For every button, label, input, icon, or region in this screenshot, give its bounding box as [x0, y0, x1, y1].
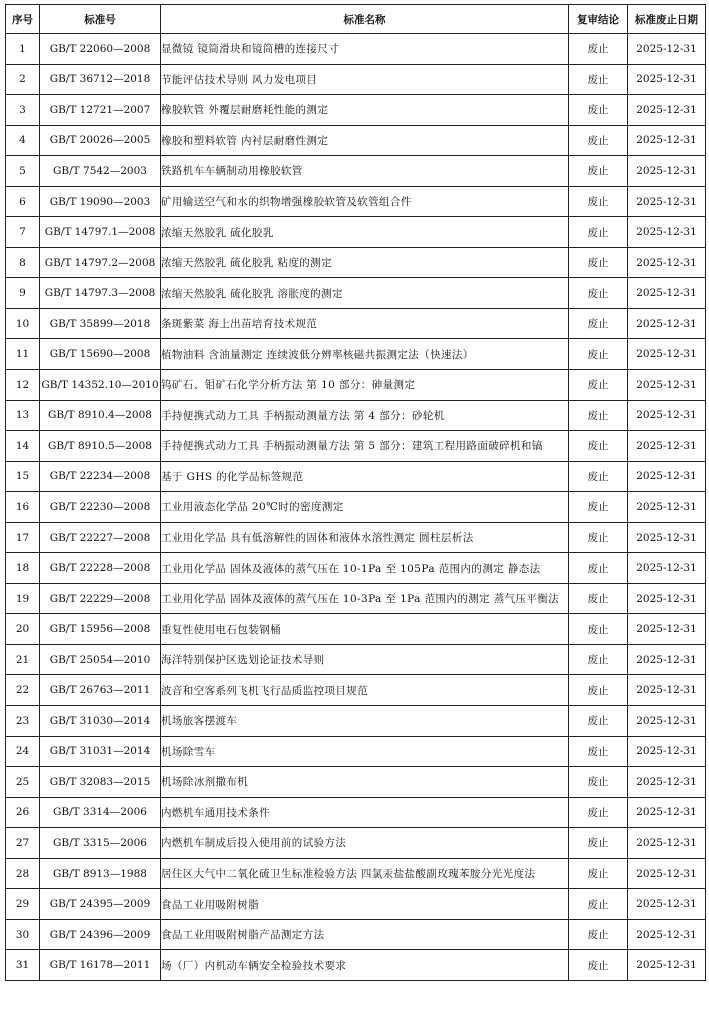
cell-standard-code: GB/T 8910.5—2008 [40, 431, 161, 462]
cell-review-result: 废止 [569, 736, 628, 767]
cell-standard-code: GB/T 31030—2014 [40, 706, 161, 737]
header-serial-number: 序号 [6, 5, 40, 34]
cell-standard-name: 浓缩天然胶乳 硫化胶乳 粘度的测定 [161, 247, 569, 278]
cell-standard-code: GB/T 8910.4—2008 [40, 400, 161, 431]
table-row [6, 156, 706, 187]
cell-standard-code: GB/T 24395—2009 [40, 889, 161, 920]
cell-serial-number: 13 [6, 400, 40, 431]
cell-review-result: 废止 [569, 889, 628, 920]
table-row [6, 247, 706, 278]
cell-standard-name: 波音和空客系列飞机飞行品质监控项目规范 [161, 675, 569, 706]
cell-abolish-date: 2025-12-31 [628, 217, 706, 248]
cell-serial-number: 25 [6, 767, 40, 798]
cell-abolish-date: 2025-12-31 [628, 339, 706, 370]
cell-standard-code: GB/T 14797.1—2008 [40, 217, 161, 248]
cell-serial-number: 9 [6, 278, 40, 309]
cell-standard-name: 工业用化学品 具有低溶解性的固体和液体水溶性测定 圆柱层析法 [161, 522, 569, 553]
cell-standard-code: GB/T 12721—2007 [40, 95, 161, 126]
cell-standard-code: GB/T 16178—2011 [40, 950, 161, 981]
table-row [6, 34, 706, 65]
cell-serial-number: 5 [6, 156, 40, 187]
cell-review-result: 废止 [569, 675, 628, 706]
cell-abolish-date: 2025-12-31 [628, 64, 706, 95]
cell-review-result: 废止 [569, 522, 628, 553]
table-row [6, 858, 706, 889]
cell-abolish-date: 2025-12-31 [628, 492, 706, 523]
table-row [6, 828, 706, 859]
cell-serial-number: 3 [6, 95, 40, 126]
cell-abolish-date: 2025-12-31 [628, 400, 706, 431]
cell-standard-name: 浓缩天然胶乳 硫化胶乳 溶胀度的测定 [161, 278, 569, 309]
cell-abolish-date: 2025-12-31 [628, 583, 706, 614]
table-row [6, 431, 706, 462]
cell-abolish-date: 2025-12-31 [628, 736, 706, 767]
cell-review-result: 废止 [569, 553, 628, 584]
cell-review-result: 废止 [569, 64, 628, 95]
cell-review-result: 废止 [569, 431, 628, 462]
header-standard-code: 标准号 [40, 5, 161, 34]
cell-serial-number: 30 [6, 919, 40, 950]
cell-abolish-date: 2025-12-31 [628, 828, 706, 859]
cell-standard-code: GB/T 22230—2008 [40, 492, 161, 523]
cell-standard-name: 显微镜 镜筒滑块和镜筒槽的连接尺寸 [161, 34, 569, 65]
cell-abolish-date: 2025-12-31 [628, 522, 706, 553]
cell-standard-name: 工业用化学品 固体及液体的蒸气压在 10-1Pa 至 105Pa 范围内的测定 静态法 [161, 553, 569, 584]
cell-standard-name: 重复性使用电石包装钢桶 [161, 614, 569, 645]
cell-review-result: 废止 [569, 308, 628, 339]
cell-serial-number: 21 [6, 644, 40, 675]
table-row [6, 461, 706, 492]
cell-review-result: 废止 [569, 919, 628, 950]
cell-standard-name: 机场除冰剂撒布机 [161, 767, 569, 798]
cell-standard-name: 工业用化学品 固体及液体的蒸气压在 10-3Pa 至 1Pa 范围内的测定 蒸气压平衡法 [161, 583, 569, 614]
cell-review-result: 废止 [569, 950, 628, 981]
cell-abolish-date: 2025-12-31 [628, 95, 706, 126]
table-row [6, 553, 706, 584]
cell-abolish-date: 2025-12-31 [628, 34, 706, 65]
cell-serial-number: 15 [6, 461, 40, 492]
cell-standard-code: GB/T 36712—2018 [40, 64, 161, 95]
cell-serial-number: 31 [6, 950, 40, 981]
header-standard-name: 标准名称 [161, 5, 569, 34]
cell-review-result: 废止 [569, 644, 628, 675]
cell-serial-number: 27 [6, 828, 40, 859]
cell-abolish-date: 2025-12-31 [628, 767, 706, 798]
cell-standard-code: GB/T 14797.3—2008 [40, 278, 161, 309]
cell-serial-number: 8 [6, 247, 40, 278]
cell-standard-code: GB/T 14797.2—2008 [40, 247, 161, 278]
cell-standard-code: GB/T 35899—2018 [40, 308, 161, 339]
cell-standard-name: 海洋特别保护区选划论证技术导则 [161, 644, 569, 675]
cell-review-result: 废止 [569, 583, 628, 614]
table-row [6, 492, 706, 523]
cell-standard-code: GB/T 3315—2006 [40, 828, 161, 859]
table-row [6, 614, 706, 645]
cell-standard-name: 内燃机车制成后投入使用前的试验方法 [161, 828, 569, 859]
cell-abolish-date: 2025-12-31 [628, 675, 706, 706]
cell-standard-code: GB/T 31031—2014 [40, 736, 161, 767]
cell-standard-code: GB/T 8913—1988 [40, 858, 161, 889]
cell-serial-number: 6 [6, 186, 40, 217]
cell-standard-code: GB/T 15690—2008 [40, 339, 161, 370]
cell-standard-name: 橡胶软管 外覆层耐磨耗性能的测定 [161, 95, 569, 126]
cell-serial-number: 26 [6, 797, 40, 828]
cell-standard-code: GB/T 22227—2008 [40, 522, 161, 553]
cell-standard-code: GB/T 22060—2008 [40, 34, 161, 65]
cell-abolish-date: 2025-12-31 [628, 278, 706, 309]
cell-standard-code: GB/T 15956—2008 [40, 614, 161, 645]
cell-abolish-date: 2025-12-31 [628, 797, 706, 828]
cell-standard-name: 钨矿石、钼矿石化学分析方法 第 10 部分：砷量测定 [161, 370, 569, 401]
table-row [6, 339, 706, 370]
cell-standard-name: 手持便携式动力工具 手柄振动测量方法 第 4 部分：砂轮机 [161, 400, 569, 431]
cell-abolish-date: 2025-12-31 [628, 614, 706, 645]
cell-standard-name: 矿用输送空气和水的织物增强橡胶软管及软管组合件 [161, 186, 569, 217]
cell-standard-code: GB/T 26763—2011 [40, 675, 161, 706]
table-row [6, 522, 706, 553]
cell-standard-code: GB/T 22234—2008 [40, 461, 161, 492]
table-row [6, 644, 706, 675]
cell-standard-name: 机场旅客摆渡车 [161, 706, 569, 737]
cell-standard-name: 铁路机车车辆制动用橡胶软管 [161, 156, 569, 187]
cell-standard-code: GB/T 14352.10—2010 [40, 370, 161, 401]
cell-abolish-date: 2025-12-31 [628, 950, 706, 981]
cell-review-result: 废止 [569, 95, 628, 126]
cell-review-result: 废止 [569, 828, 628, 859]
cell-standard-name: 橡胶和塑料软管 内衬层耐磨性测定 [161, 125, 569, 156]
table-row [6, 370, 706, 401]
table-row [6, 125, 706, 156]
cell-abolish-date: 2025-12-31 [628, 431, 706, 462]
table-row [6, 919, 706, 950]
cell-serial-number: 4 [6, 125, 40, 156]
cell-review-result: 废止 [569, 461, 628, 492]
cell-standard-code: GB/T 32083—2015 [40, 767, 161, 798]
cell-serial-number: 20 [6, 614, 40, 645]
cell-standard-name: 植物油料 含油量测定 连续波低分辨率核磁共振测定法（快速法） [161, 339, 569, 370]
table-row [6, 278, 706, 309]
cell-standard-name: 浓缩天然胶乳 硫化胶乳 [161, 217, 569, 248]
standards-table [5, 4, 706, 981]
table-row [6, 95, 706, 126]
table-body [6, 34, 706, 981]
cell-review-result: 废止 [569, 370, 628, 401]
table-row [6, 308, 706, 339]
cell-abolish-date: 2025-12-31 [628, 308, 706, 339]
cell-standard-name: 食品工业用吸附树脂产品测定方法 [161, 919, 569, 950]
cell-review-result: 废止 [569, 767, 628, 798]
cell-standard-name: 节能评估技术导则 风力发电项目 [161, 64, 569, 95]
header-abolish-date: 标准废止日期 [628, 5, 706, 34]
cell-abolish-date: 2025-12-31 [628, 156, 706, 187]
cell-abolish-date: 2025-12-31 [628, 186, 706, 217]
cell-serial-number: 12 [6, 370, 40, 401]
cell-serial-number: 14 [6, 431, 40, 462]
cell-serial-number: 22 [6, 675, 40, 706]
cell-standard-name: 场（厂）内机动车辆安全检验技术要求 [161, 950, 569, 981]
cell-review-result: 废止 [569, 797, 628, 828]
cell-standard-code: GB/T 3314—2006 [40, 797, 161, 828]
table-header-row [6, 5, 706, 34]
cell-review-result: 废止 [569, 125, 628, 156]
table-row [6, 186, 706, 217]
cell-serial-number: 29 [6, 889, 40, 920]
cell-standard-code: GB/T 19090—2003 [40, 186, 161, 217]
cell-serial-number: 28 [6, 858, 40, 889]
cell-abolish-date: 2025-12-31 [628, 461, 706, 492]
cell-review-result: 废止 [569, 186, 628, 217]
cell-review-result: 废止 [569, 339, 628, 370]
cell-standard-name: 工业用液态化学品 20℃时的密度测定 [161, 492, 569, 523]
cell-serial-number: 18 [6, 553, 40, 584]
table-row [6, 64, 706, 95]
cell-review-result: 废止 [569, 400, 628, 431]
cell-abolish-date: 2025-12-31 [628, 553, 706, 584]
table-row [6, 583, 706, 614]
table-row [6, 950, 706, 981]
cell-abolish-date: 2025-12-31 [628, 644, 706, 675]
cell-standard-name: 机场除雪车 [161, 736, 569, 767]
header-review-result: 复审结论 [569, 5, 628, 34]
cell-abolish-date: 2025-12-31 [628, 125, 706, 156]
cell-standard-code: GB/T 7542—2003 [40, 156, 161, 187]
cell-abolish-date: 2025-12-31 [628, 370, 706, 401]
cell-serial-number: 23 [6, 706, 40, 737]
table-row [6, 797, 706, 828]
cell-abolish-date: 2025-12-31 [628, 858, 706, 889]
cell-serial-number: 2 [6, 64, 40, 95]
cell-standard-name: 基于 GHS 的化学品标签规范 [161, 461, 569, 492]
table-row [6, 736, 706, 767]
table-row [6, 767, 706, 798]
cell-standard-name: 内燃机车通用技术条件 [161, 797, 569, 828]
cell-serial-number: 17 [6, 522, 40, 553]
cell-standard-code: GB/T 20026—2005 [40, 125, 161, 156]
cell-serial-number: 19 [6, 583, 40, 614]
cell-abolish-date: 2025-12-31 [628, 889, 706, 920]
cell-serial-number: 24 [6, 736, 40, 767]
cell-standard-code: GB/T 22228—2008 [40, 553, 161, 584]
cell-standard-name: 条斑紫菜 海上出苗培育技术规范 [161, 308, 569, 339]
cell-review-result: 废止 [569, 34, 628, 65]
table-row [6, 706, 706, 737]
table-row [6, 675, 706, 706]
cell-standard-name: 手持便携式动力工具 手柄振动测量方法 第 5 部分：建筑工程用路面破碎机和镐 [161, 431, 569, 462]
cell-abolish-date: 2025-12-31 [628, 919, 706, 950]
cell-standard-name: 居住区大气中二氧化硫卫生标准检验方法 四氯汞盐盐酸副玫瑰苯胺分光光度法 [161, 858, 569, 889]
table-row [6, 217, 706, 248]
table-row [6, 889, 706, 920]
cell-review-result: 废止 [569, 492, 628, 523]
cell-standard-code: GB/T 22229—2008 [40, 583, 161, 614]
cell-standard-code: GB/T 24396—2009 [40, 919, 161, 950]
cell-review-result: 废止 [569, 156, 628, 187]
cell-review-result: 废止 [569, 247, 628, 278]
cell-serial-number: 7 [6, 217, 40, 248]
cell-serial-number: 16 [6, 492, 40, 523]
cell-review-result: 废止 [569, 278, 628, 309]
cell-review-result: 废止 [569, 706, 628, 737]
cell-abolish-date: 2025-12-31 [628, 247, 706, 278]
cell-standard-code: GB/T 25054—2010 [40, 644, 161, 675]
cell-serial-number: 11 [6, 339, 40, 370]
table-row [6, 400, 706, 431]
cell-review-result: 废止 [569, 217, 628, 248]
cell-review-result: 废止 [569, 614, 628, 645]
cell-review-result: 废止 [569, 858, 628, 889]
cell-serial-number: 1 [6, 34, 40, 65]
cell-standard-name: 食品工业用吸附树脂 [161, 889, 569, 920]
cell-serial-number: 10 [6, 308, 40, 339]
cell-abolish-date: 2025-12-31 [628, 706, 706, 737]
